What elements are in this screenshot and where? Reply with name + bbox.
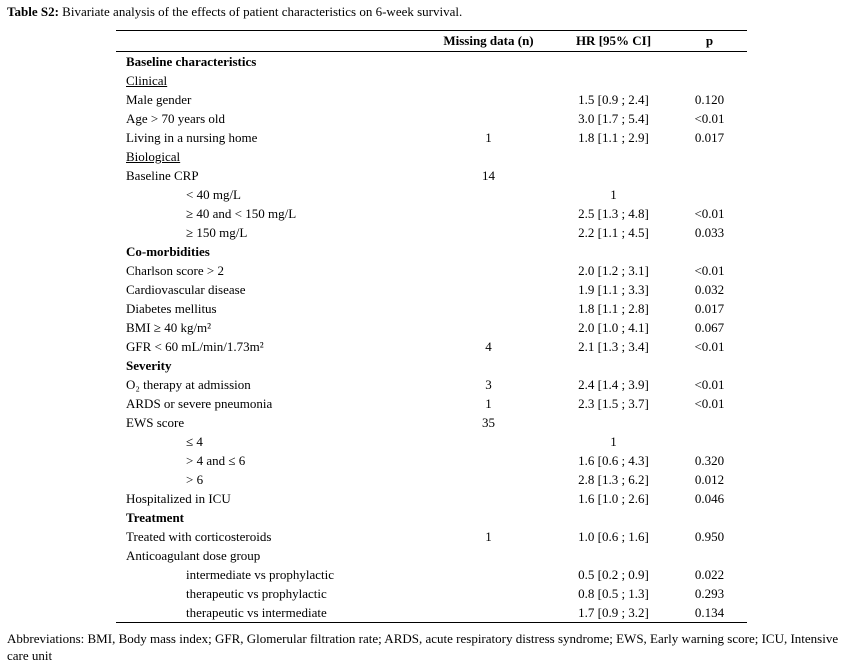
caption-text: Bivariate analysis of the effects of patient characteristics on 6-week survival. xyxy=(58,4,463,19)
hr-ci-cell: 2.0 [1.2 ; 3.1] xyxy=(578,263,649,278)
row-label: O₂ therapy at admission xyxy=(126,377,251,392)
missing-data-cell xyxy=(422,280,555,299)
hr-ci-cell: 1.5 [0.9 ; 2.4] xyxy=(578,92,649,107)
table-row xyxy=(116,71,747,90)
missing-data-cell: 35 xyxy=(482,415,495,430)
row-label: BMI ≥ 40 kg/m² xyxy=(126,320,212,335)
table-row xyxy=(116,261,747,280)
table-row xyxy=(116,109,747,128)
table-row xyxy=(116,299,747,318)
table-container xyxy=(116,30,747,623)
missing-data-cell xyxy=(422,356,555,375)
table-row xyxy=(116,394,747,413)
table-row xyxy=(116,451,747,470)
p-value-cell: 0.067 xyxy=(694,320,725,335)
missing-data-cell xyxy=(422,489,555,508)
row-label: intermediate vs prophylactic xyxy=(186,567,335,582)
missing-data-cell xyxy=(422,204,555,223)
hr-ci-cell: 1.8 [1.1 ; 2.9] xyxy=(578,130,649,145)
row-label: Treatment xyxy=(126,510,184,525)
hr-ci-cell xyxy=(555,147,672,166)
header-p-value: p xyxy=(672,31,747,52)
p-value-cell: 0.012 xyxy=(694,472,725,487)
hr-ci-cell xyxy=(555,166,672,185)
hr-ci-cell xyxy=(555,71,672,90)
table-row xyxy=(116,508,747,527)
missing-data-cell xyxy=(422,432,555,451)
hr-ci-cell: 1 xyxy=(610,434,617,449)
hr-ci-cell: 1 xyxy=(610,187,617,202)
row-label: EWS score xyxy=(126,415,185,430)
hr-ci-cell: 2.5 [1.3 ; 4.8] xyxy=(578,206,649,221)
missing-data-cell xyxy=(422,470,555,489)
header-characteristic xyxy=(116,31,422,52)
table-row xyxy=(116,413,747,432)
hr-ci-cell: 0.5 [0.2 ; 0.9] xyxy=(578,567,649,582)
p-value-cell: 0.033 xyxy=(694,225,725,240)
table-row xyxy=(116,128,747,147)
row-label: Severity xyxy=(126,358,172,373)
table-row xyxy=(116,527,747,546)
table-body xyxy=(116,52,747,623)
row-label: Co-morbidities xyxy=(126,244,210,259)
missing-data-cell xyxy=(422,223,555,242)
table-row xyxy=(116,375,747,394)
hr-ci-cell: 1.8 [1.1 ; 2.8] xyxy=(578,301,649,316)
p-value-cell: 0.950 xyxy=(694,529,725,544)
hr-ci-cell xyxy=(555,356,672,375)
missing-data-cell: 4 xyxy=(485,339,492,354)
subsection-label: Biological xyxy=(126,149,181,164)
hr-ci-cell: 2.8 [1.3 ; 6.2] xyxy=(578,472,649,487)
row-label: Age > 70 years old xyxy=(126,111,226,126)
header-hr-ci: HR [95% CI] xyxy=(555,31,672,52)
p-value-cell xyxy=(672,166,747,185)
p-value-cell xyxy=(672,71,747,90)
results-table xyxy=(116,30,747,623)
table-row xyxy=(116,432,747,451)
row-label: Baseline characteristics xyxy=(126,54,257,69)
p-value-cell xyxy=(672,356,747,375)
row-label: Baseline CRP xyxy=(126,168,199,183)
row-label: < 40 mg/L xyxy=(186,187,241,202)
missing-data-cell: 1 xyxy=(485,529,492,544)
table-row xyxy=(116,166,747,185)
table-header-row xyxy=(116,31,747,52)
missing-data-cell xyxy=(422,508,555,527)
p-value-cell: 0.120 xyxy=(694,92,725,107)
p-value-cell: <0.01 xyxy=(694,263,725,278)
row-label xyxy=(116,147,422,166)
missing-data-cell xyxy=(422,52,555,72)
table-row xyxy=(116,318,747,337)
table-row xyxy=(116,356,747,375)
p-value-cell: <0.01 xyxy=(694,339,725,354)
header-missing-data: Missing data (n) xyxy=(422,31,555,52)
missing-data-cell xyxy=(422,451,555,470)
hr-ci-cell: 2.1 [1.3 ; 3.4] xyxy=(578,339,649,354)
hr-ci-cell: 2.4 [1.4 ; 3.9] xyxy=(578,377,649,392)
table-row xyxy=(116,223,747,242)
hr-ci-cell xyxy=(555,52,672,72)
table-row xyxy=(116,280,747,299)
missing-data-cell xyxy=(422,109,555,128)
p-value-cell xyxy=(672,242,747,261)
hr-ci-cell: 1.6 [0.6 ; 4.3] xyxy=(578,453,649,468)
table-row xyxy=(116,565,747,584)
p-value-cell: 0.293 xyxy=(694,586,725,601)
table-row xyxy=(116,603,747,623)
row-label: Living in a nursing home xyxy=(126,130,258,145)
hr-ci-cell: 2.0 [1.0 ; 4.1] xyxy=(578,320,649,335)
row-label: Cardiovascular disease xyxy=(126,282,246,297)
table-row xyxy=(116,242,747,261)
hr-ci-cell: 1.0 [0.6 ; 1.6] xyxy=(578,529,649,544)
missing-data-cell xyxy=(422,584,555,603)
missing-data-cell xyxy=(422,261,555,280)
p-value-cell: 0.134 xyxy=(672,603,747,623)
p-value-cell xyxy=(672,413,747,432)
table-caption xyxy=(7,4,462,20)
table-row xyxy=(116,337,747,356)
row-label: ARDS or severe pneumonia xyxy=(126,396,273,411)
row-label: Hospitalized in ICU xyxy=(126,491,231,506)
table-row xyxy=(116,489,747,508)
table-row xyxy=(116,204,747,223)
table-row xyxy=(116,546,747,565)
p-value-cell: <0.01 xyxy=(694,206,725,221)
row-label: GFR < 60 mL/min/1.73m² xyxy=(126,339,264,354)
p-value-cell: 0.017 xyxy=(694,301,725,316)
missing-data-cell xyxy=(422,603,555,623)
row-label: ≤ 4 xyxy=(186,434,203,449)
table-row xyxy=(116,90,747,109)
table-row xyxy=(116,470,747,489)
table-row xyxy=(116,584,747,603)
p-value-cell: 0.032 xyxy=(694,282,725,297)
hr-ci-cell xyxy=(555,413,672,432)
row-label: Diabetes mellitus xyxy=(126,301,217,316)
row-label: therapeutic vs prophylactic xyxy=(186,586,327,601)
missing-data-cell xyxy=(422,318,555,337)
hr-ci-cell: 1.9 [1.1 ; 3.3] xyxy=(578,282,649,297)
missing-data-cell: 14 xyxy=(482,168,495,183)
subsection-label: Clinical xyxy=(126,73,168,88)
row-label: > 4 and ≤ 6 xyxy=(186,453,246,468)
missing-data-cell xyxy=(422,71,555,90)
p-value-cell: 0.046 xyxy=(694,491,725,506)
hr-ci-cell xyxy=(555,508,672,527)
p-value-cell: 0.017 xyxy=(694,130,725,145)
caption-label: Table S2: xyxy=(7,4,59,19)
missing-data-cell xyxy=(422,565,555,584)
hr-ci-cell: 2.3 [1.5 ; 3.7] xyxy=(578,396,649,411)
missing-data-cell xyxy=(422,299,555,318)
p-value-cell xyxy=(672,52,747,72)
row-label: therapeutic vs intermediate xyxy=(116,603,422,623)
missing-data-cell xyxy=(422,90,555,109)
row-label xyxy=(116,71,422,90)
hr-ci-cell: 2.2 [1.1 ; 4.5] xyxy=(578,225,649,240)
hr-ci-cell xyxy=(555,546,672,565)
p-value-cell: <0.01 xyxy=(694,377,725,392)
missing-data-cell: 1 xyxy=(485,396,492,411)
table-row xyxy=(116,52,747,72)
row-label: > 6 xyxy=(186,472,204,487)
p-value-cell xyxy=(672,185,747,204)
missing-data-cell xyxy=(422,546,555,565)
row-label: Treated with corticosteroids xyxy=(126,529,272,544)
p-value-cell: <0.01 xyxy=(694,396,725,411)
p-value-cell xyxy=(672,546,747,565)
table-row xyxy=(116,185,747,204)
p-value-cell: <0.01 xyxy=(694,111,725,126)
row-label: ≥ 40 and < 150 mg/L xyxy=(186,206,297,221)
row-label: Charlson score > 2 xyxy=(126,263,224,278)
p-value-cell xyxy=(672,508,747,527)
hr-ci-cell: 3.0 [1.7 ; 5.4] xyxy=(578,111,649,126)
missing-data-cell: 3 xyxy=(485,377,492,392)
row-label: ≥ 150 mg/L xyxy=(186,225,248,240)
missing-data-cell xyxy=(422,242,555,261)
row-label: Male gender xyxy=(126,92,192,107)
hr-ci-cell: 1.7 [0.9 ; 3.2] xyxy=(555,603,672,623)
hr-ci-cell: 0.8 [0.5 ; 1.3] xyxy=(578,586,649,601)
p-value-cell xyxy=(672,147,747,166)
abbreviations-footnote: Abbreviations: BMI, Body mass index; GFR, Glomerular filtration rate; ARDS, acute respiratory distress syndrome; EWS, Early warning score; ICU, Intensive care unit xyxy=(7,631,839,663)
p-value-cell xyxy=(672,432,747,451)
missing-data-cell xyxy=(422,147,555,166)
p-value-cell: 0.022 xyxy=(694,567,725,582)
hr-ci-cell: 1.6 [1.0 ; 2.6] xyxy=(578,491,649,506)
p-value-cell: 0.320 xyxy=(694,453,725,468)
row-label: Anticoagulant dose group xyxy=(126,548,261,563)
missing-data-cell xyxy=(422,185,555,204)
hr-ci-cell xyxy=(555,242,672,261)
table-row xyxy=(116,147,747,166)
missing-data-cell: 1 xyxy=(485,130,492,145)
